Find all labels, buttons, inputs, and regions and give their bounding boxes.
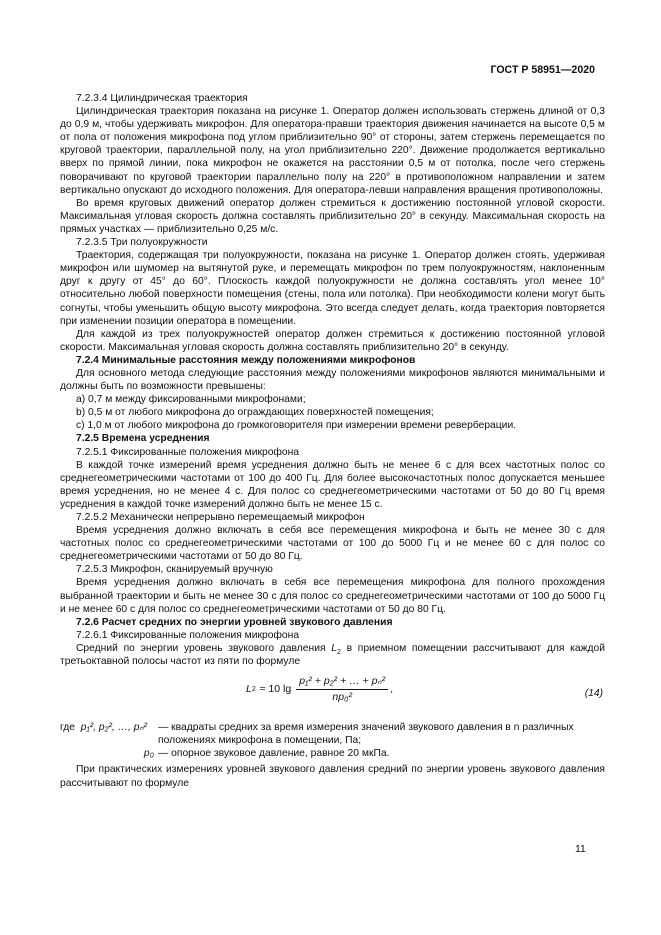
symbol-p0: p₀ [143,748,154,760]
subsection-heading: 7.2.3.5 Три полуокружности [76,237,208,249]
symbol-definitions [60,721,605,760]
paragraph: Для основного метода следующие расстояния между положениями микрофонов являются минимальными и должны быть по возможности превышены: [60,367,605,393]
subsection-heading: 7.2.6.1 Фиксированные положения микрофона [76,629,300,641]
paragraph: Время усреднения должно включать в себя все перемещения микрофона и быть не менее 30 с для частотных полос со среднегеометрическими частотами от 100 до 5000 Гц и не менее 60 с для полос со среднегеометрическими частотами от 50 до 80 Гц. [60,525,605,563]
definition-symbol [60,747,158,760]
paragraph-text: Средний по энергии уровень звукового давления [76,642,326,654]
paragraph: Во время круговых движений оператор должен стремиться к достижению постоянной угловой скорости. Максимальная угловая скорость должна составлять приблизительно 20° в секунду. Максимальная скорость на прямых участках — приблизительно 0,25 м/с. [60,197,605,235]
paragraph: Время усреднения должно включать в себя все перемещения микрофона для полного прохождения выбранной траектории и быть не менее 30 с для полос со среднегеометрическими частотами от 100 до 5000 Гц и не менее 60 с для полос со среднегеометрическими частотами от 50 до 80 Гц. [60,577,605,615]
document-code: ГОСТ Р 58951—2020 [490,64,595,76]
equation-number: (14) [584,688,603,700]
definition-text: — опорное звуковое давление, равное 20 мкПа. [158,748,390,760]
section-heading: 7.2.6 Расчет средних по энергии уровней звукового давления [76,616,393,628]
symbol-subscript: 2 [336,648,341,656]
symbol-l: L [331,642,337,654]
formula-fraction [296,675,388,704]
where-word: где [60,722,76,734]
subsection-heading: 7.2.5.1 Фиксированные положения микрофона [76,446,300,458]
paragraph: Цилиндрическая траектория показана на рисунке 1. Оператор должен использовать стержень длиной от 0,3 до 0,9 м, чтобы удерживать микрофон. Для оператора-правши траектория движения начинается на высоте 0,5 м от пола от положения микрофона под углом приблизительно 90° от стороны, затем стержень перемещается по круговой траектории, параллельной полу, на угол приблизительно 220°. Движение продолжается вертикально вверх по прямой линии, пока микрофон не окажется на расстоянии 0,5 м от потолка, после чего стержень поворачивают по круговой траектории параллельно полу на 220° в противоположном направлении и затем вертикально опускают до исходного положения. Для оператора-левши направления вращения противоположны. [60,106,605,196]
paragraph: Траектория, содержащая три полуокружности, показана на рисунке 1. Оператор должен стоять, удерживая микрофон или шумомер на вытянутой руке, и перемещать микрофон по трем полуокружностям, наклоненным друг к другу от 45° до 60°. Плоскость каждой полуокружности не должна составлять угол менее 10° относительно любой поверхности помещения (стены, пола или потолка). При необходимости колени могут быть согнуты, чтобы уменьшить общую высоту микрофона. Это всегда следует делать, когда траектория повторяется при изменении позиции оператора в помещении. [60,250,605,327]
definition-text: — квадраты средних за время измерения значений звукового давления в n различных положениях микрофона в помещении, Па; [158,722,574,747]
formula-numerator: p₁² + p₂² + … + pₙ² [296,675,388,690]
list-item: a) 0,7 м между фиксированными микрофонами; [76,394,306,406]
list-item: c) 1,0 м от любого микрофона до громкоговорителя при измерении времени реверберации. [76,420,517,432]
page-number: 11 [575,843,586,855]
paragraph-text: в приемном помещении рассчитывают для каждой третьоктавной полосы частот из пяти по формуле [60,642,605,668]
subsection-heading: 7.2.5.2 Механически непрерывно перемещаемый микрофон [76,512,365,523]
symbol-p-squares: p₁², p₂², …, pₙ² [80,722,147,734]
formula-expression: L 2 ≈ 10 lg $\frac{\text{p₁² + p₂² + … + pₙ²}}{\text{np₀²}}$ , [246,675,394,704]
definition-row [60,721,605,747]
section-heading: 7.2.5 Времена усреднения [76,433,210,445]
subsection-heading: 7.2.5.3 Микрофон, сканируемый вручную [76,564,273,576]
paragraph: При практических измерениях уровней звукового давления средний по энергии уровень звукового давления рассчитывают по формуле [60,764,605,789]
formula-14 [60,673,605,717]
paragraph: В каждой точке измерений время усреднения должно быть не менее 6 с для всех частотных полос со среднегеометрическими частотами от 100 до 400 Гц. Для более высокочастотных полос допускается меньшее время усреднения, но не менее 4 с. Для полос со среднегеометрическими частотами от 50 до 80 Гц время усреднения в каждой точке измерений должно быть не менее 15 с. [60,459,605,510]
definition-symbol [60,721,158,747]
formula-operator: ≈ 10 lg [259,683,292,696]
paragraph [60,642,605,668]
formula-lhs: L [246,683,252,696]
section-heading: 7.2.4 Минимальные расстояния между положениями микрофонов [76,354,416,366]
list-item: b) 0,5 м от любого микрофона до ограждающих поверхностей помещения; [76,407,434,419]
paragraph: Для каждой из трех полуокружностей оператор должен стремиться к достижению постоянной угловой скорости. Максимальная угловая скорость должна составлять приблизительно 20° в секунду. [60,328,605,353]
page-body [60,92,605,790]
formula-denominator: np₀² [332,691,352,704]
subsection-heading: 7.2.3.4 Цилиндрическая траектория [76,93,248,104]
definition-row [60,747,605,760]
formula-comma: , [390,683,394,696]
